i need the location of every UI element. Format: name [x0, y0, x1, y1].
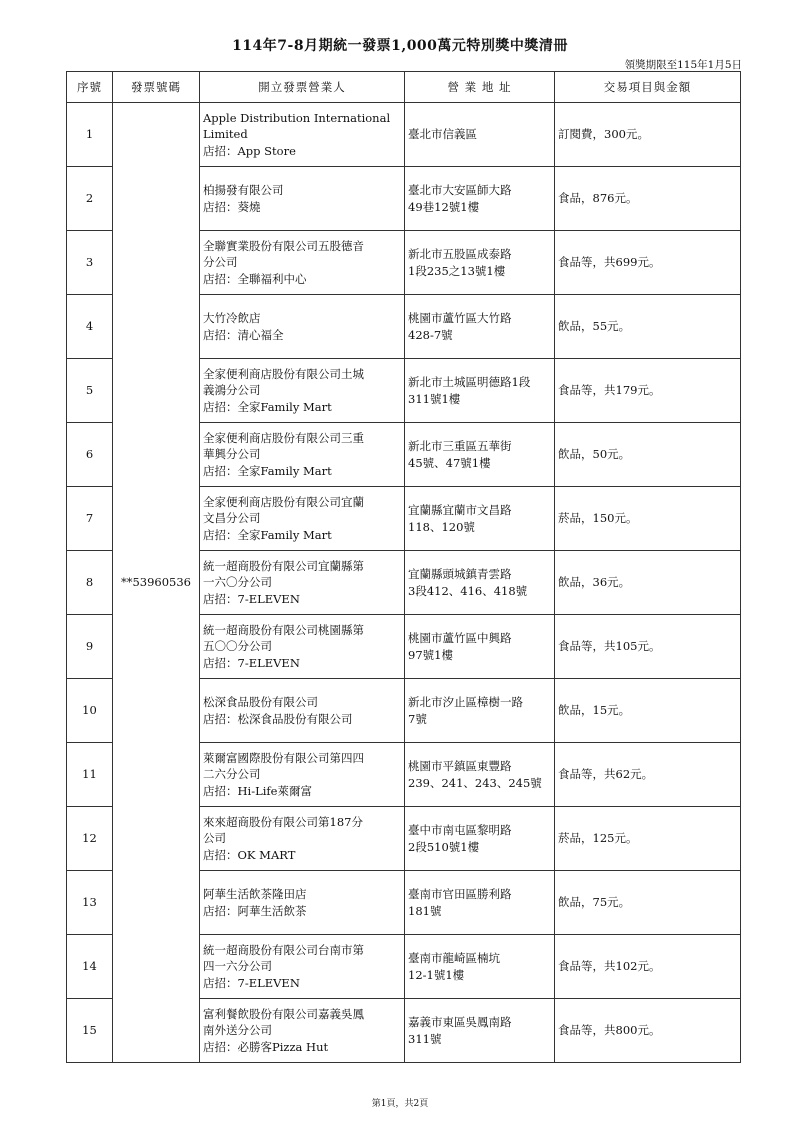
address-line: 新北市五股區成泰路 [408, 247, 512, 261]
merchant-line: 店招：全聯福利中心 [203, 271, 307, 286]
merchant-line: 二六分公司 [203, 767, 261, 782]
invoice-number: **53960536 [113, 103, 200, 1063]
address-line: 97號1樓 [408, 647, 453, 662]
merchant-line: 大竹冷飲店 [203, 311, 261, 325]
merchant-line: Apple Distribution International [203, 110, 391, 125]
address-cell [405, 103, 555, 167]
row-seq: 14 [67, 935, 113, 999]
address-line: 桃園市蘆竹區大竹路 [408, 311, 512, 325]
merchant-cell [200, 999, 405, 1063]
row-seq: 13 [67, 871, 113, 935]
row-seq: 3 [67, 231, 113, 295]
address-line: 新北市土城區明德路1段 [408, 375, 531, 389]
address-cell [405, 935, 555, 999]
merchant-line: 文昌分公司 [203, 511, 261, 526]
merchant-line: 店招：松深食品股份有限公司 [203, 711, 353, 726]
address-cell [405, 871, 555, 935]
merchant-cell [200, 167, 405, 231]
merchant-line: 全家便利商店股份有限公司三重 [203, 430, 364, 445]
item-amount: 訂閱費，300元。 [555, 103, 741, 167]
address-cell [405, 295, 555, 359]
address-line: 臺南市官田區勝利路 [408, 887, 512, 901]
address-line: 118、120號 [408, 519, 475, 534]
merchant-line: 店招：阿華生活飲茶 [203, 903, 307, 918]
item-amount: 食品等，共699元。 [555, 231, 741, 295]
item-amount: 食品等，共102元。 [555, 935, 741, 999]
merchant-cell [200, 103, 405, 167]
merchant-line: 五〇〇分公司 [203, 639, 272, 654]
merchant-line: 富利餐飲股份有限公司嘉義吳鳳 [203, 1006, 364, 1021]
address-line: 桃園市平鎮區東豐路 [408, 759, 512, 773]
merchant-line: 店招：App Store [203, 143, 296, 158]
item-amount: 飲品，15元。 [555, 679, 741, 743]
table-header-row [67, 72, 741, 103]
address-cell [405, 167, 555, 231]
address-cell [405, 551, 555, 615]
address-line: 12-1號1樓 [408, 967, 465, 982]
address-line: 7號 [408, 711, 427, 726]
address-line: 1段235之13號1樓 [408, 263, 506, 278]
merchant-line: 店招：清心福全 [203, 327, 284, 342]
merchant-line: 統一超商股份有限公司桃園縣第 [203, 622, 364, 637]
item-amount: 食品，876元。 [555, 167, 741, 231]
address-line: 428-7號 [408, 327, 453, 342]
address-line: 45號、47號1樓 [408, 455, 491, 470]
address-line: 嘉義市東區吳鳳南路 [408, 1015, 512, 1029]
merchant-line: 店招：7-ELEVEN [203, 975, 300, 990]
item-amount: 飲品，36元。 [555, 551, 741, 615]
address-cell [405, 615, 555, 679]
row-seq: 8 [67, 551, 113, 615]
merchant-cell [200, 935, 405, 999]
merchant-line: 分公司 [203, 255, 238, 270]
row-seq: 2 [67, 167, 113, 231]
column-header-item: 交易項目與金額 [555, 72, 741, 103]
address-line: 宜蘭縣宜蘭市文昌路 [408, 503, 512, 517]
merchant-cell [200, 615, 405, 679]
column-header-address: 營 業 地 址 [405, 72, 555, 103]
merchant-cell [200, 743, 405, 807]
address-line: 311號 [408, 1031, 442, 1046]
row-seq: 5 [67, 359, 113, 423]
address-line: 臺中市南屯區黎明路 [408, 823, 512, 837]
merchant-cell [200, 551, 405, 615]
merchant-cell [200, 295, 405, 359]
merchant-line: 華興分公司 [203, 447, 261, 462]
document-title: 114年7-8月期統一發票1,000萬元特別獎中獎清冊 [232, 38, 568, 54]
merchant-line: 阿華生活飲茶隆田店 [203, 887, 307, 901]
merchant-line: 一六〇分公司 [203, 575, 272, 590]
merchant-line: 店招：必勝客Pizza Hut [203, 1039, 329, 1054]
merchant-line: 萊爾富國際股份有限公司第四四 [203, 750, 364, 765]
row-seq: 15 [67, 999, 113, 1063]
merchant-line: 來來超商股份有限公司第187分 [203, 814, 363, 829]
address-line: 49巷12號1樓 [408, 199, 480, 214]
merchant-cell [200, 231, 405, 295]
column-header-invoice: 發票號碼 [113, 72, 200, 103]
merchant-cell [200, 807, 405, 871]
item-amount: 飲品，75元。 [555, 871, 741, 935]
row-seq: 10 [67, 679, 113, 743]
item-amount: 食品等，共179元。 [555, 359, 741, 423]
merchant-line: 統一超商股份有限公司台南市第 [203, 942, 364, 957]
item-amount: 飲品，55元。 [555, 295, 741, 359]
address-line: 桃園市蘆竹區中興路 [408, 631, 512, 645]
address-line: 臺北市大安區師大路 [408, 183, 512, 197]
merchant-line: 店招：葵燒 [203, 199, 261, 214]
address-cell [405, 423, 555, 487]
column-header-seq: 序號 [67, 72, 113, 103]
row-seq: 9 [67, 615, 113, 679]
address-cell [405, 487, 555, 551]
item-amount: 菸品，125元。 [555, 807, 741, 871]
address-line: 239、241、243、245號 [408, 775, 542, 790]
address-line: 2段510號1樓 [408, 839, 480, 854]
item-amount: 菸品，150元。 [555, 487, 741, 551]
address-line: 3段412、416、418號 [408, 583, 528, 598]
address-line: 311號1樓 [408, 391, 461, 406]
merchant-line: 統一超商股份有限公司宜蘭縣第 [203, 558, 364, 573]
merchant-cell [200, 423, 405, 487]
merchant-line: 店招：OK MART [203, 847, 296, 862]
merchant-line: 店招：7-ELEVEN [203, 591, 300, 606]
merchant-line: 店招：全家Family Mart [203, 399, 332, 414]
merchant-line: 松深食品股份有限公司 [203, 695, 318, 709]
merchant-cell [200, 871, 405, 935]
merchant-line: 全聯實業股份有限公司五股德音 [203, 238, 364, 253]
row-seq: 1 [67, 103, 113, 167]
item-amount: 食品等，共62元。 [555, 743, 741, 807]
page-number: 第1頁，共2頁 [371, 1099, 429, 1109]
merchant-cell [200, 487, 405, 551]
merchant-line: 全家便利商店股份有限公司土城 [203, 366, 364, 381]
merchant-line: 店招：7-ELEVEN [203, 655, 300, 670]
row-seq: 6 [67, 423, 113, 487]
item-amount: 食品等，共800元。 [555, 999, 741, 1063]
merchant-cell [200, 359, 405, 423]
merchant-line: 四一六分公司 [203, 959, 272, 974]
item-amount: 飲品，50元。 [555, 423, 741, 487]
merchant-line: 店招：Hi-Life萊爾富 [203, 783, 312, 798]
address-line: 新北市汐止區樟樹一路 [408, 695, 523, 709]
merchant-line: 柏揚發有限公司 [203, 183, 284, 197]
table-body [67, 103, 741, 1063]
merchant-line: 全家便利商店股份有限公司宜蘭 [203, 494, 364, 509]
address-cell [405, 807, 555, 871]
column-header-merchant: 開立發票營業人 [200, 72, 405, 103]
merchant-line: 南外送分公司 [203, 1023, 272, 1038]
address-line: 臺南市龍崎區楠坑 [408, 951, 500, 965]
merchant-line: 公司 [203, 831, 226, 846]
address-line: 臺北市信義區 [408, 127, 477, 142]
address-cell [405, 999, 555, 1063]
merchant-line: 店招：全家Family Mart [203, 527, 332, 542]
address-cell [405, 359, 555, 423]
address-cell [405, 679, 555, 743]
row-seq: 12 [67, 807, 113, 871]
merchant-line: 店招：全家Family Mart [203, 463, 332, 478]
merchant-cell [200, 679, 405, 743]
address-line: 新北市三重區五華街 [408, 439, 512, 453]
row-seq: 4 [67, 295, 113, 359]
address-cell [405, 231, 555, 295]
address-cell [405, 743, 555, 807]
row-seq: 11 [67, 743, 113, 807]
table-row [67, 103, 741, 167]
winners-table [66, 71, 741, 1063]
claim-deadline: 領獎期限至115年1月5日 [624, 59, 742, 71]
address-line: 宜蘭縣頭城鎮青雲路 [408, 567, 512, 581]
merchant-line: Limited [203, 127, 248, 142]
row-seq: 7 [67, 487, 113, 551]
merchant-line: 義鴻分公司 [203, 383, 261, 398]
address-line: 181號 [408, 903, 442, 918]
item-amount: 食品等，共105元。 [555, 615, 741, 679]
